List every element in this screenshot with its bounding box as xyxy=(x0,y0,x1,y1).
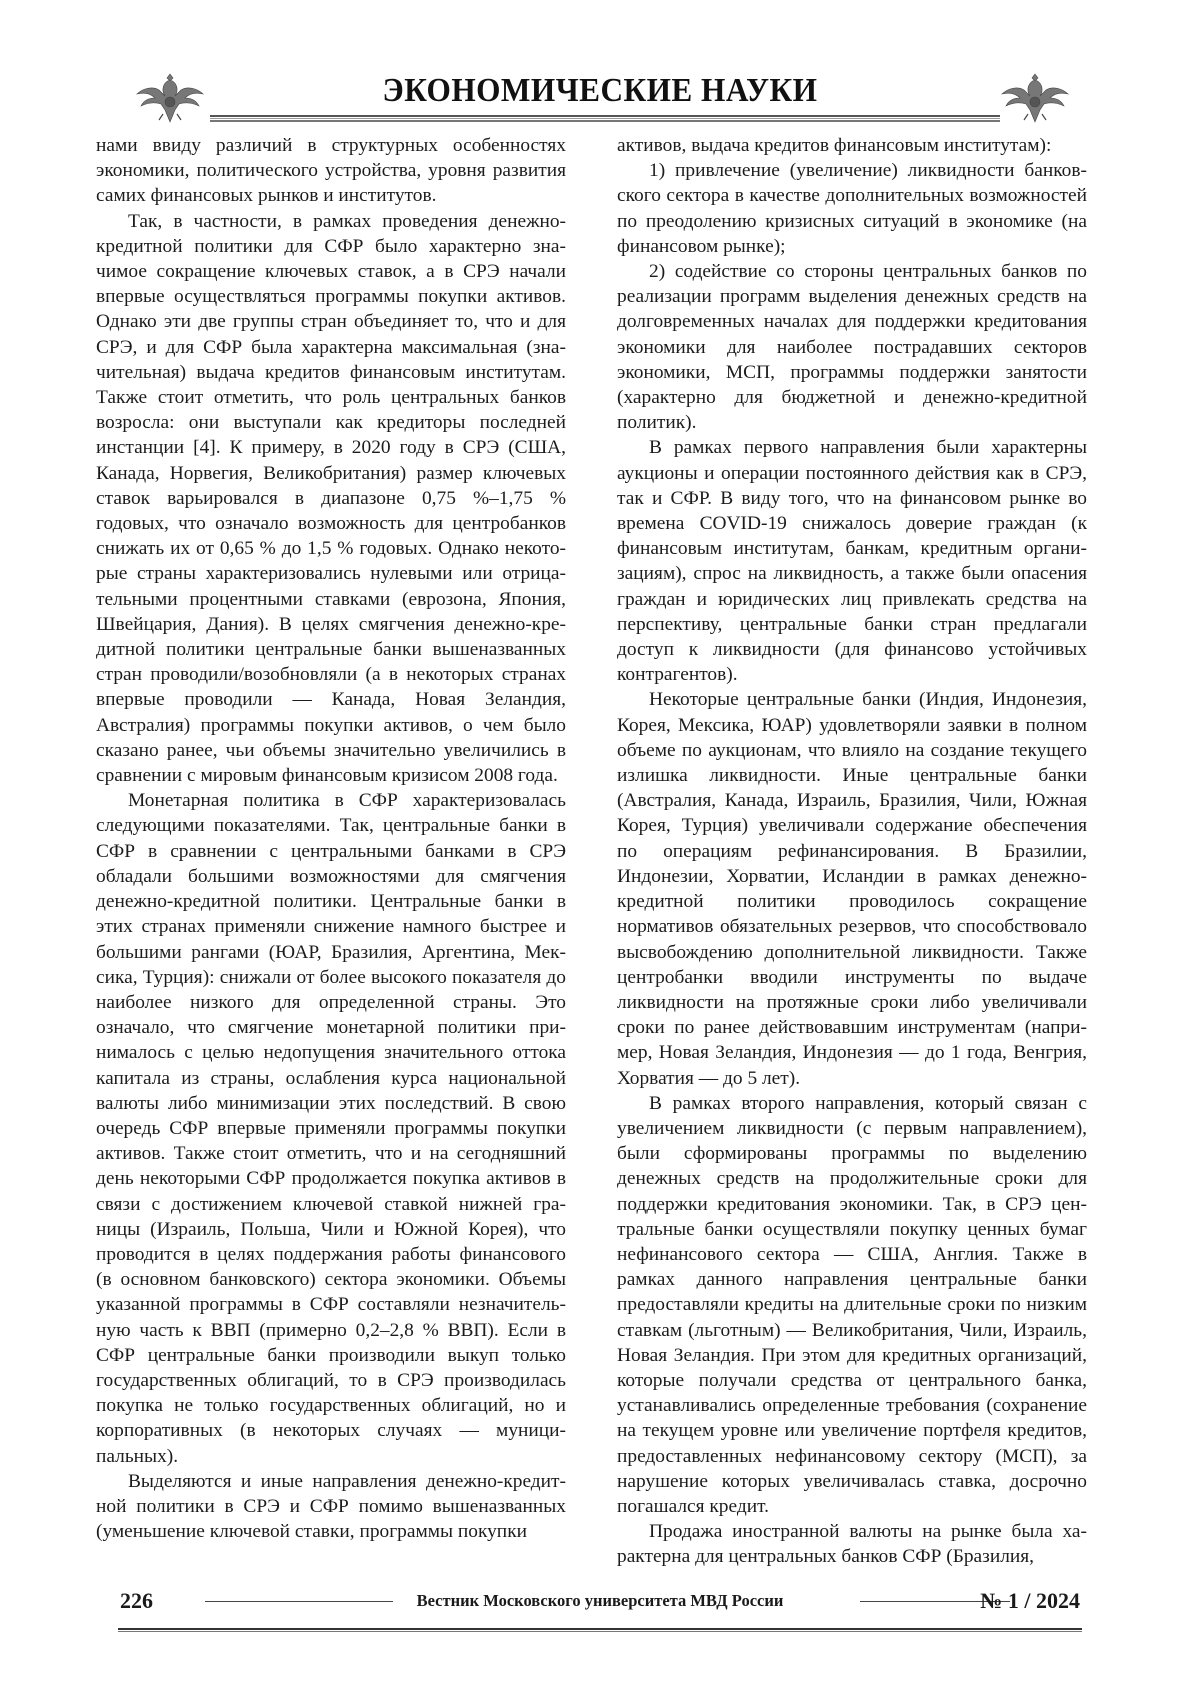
paragraph: В рамках второго направления, который связан с увеличением ликвидности (с первым направлением), были сформированы программы по выделению денежных средств на продолжительные сроки для поддержки кредитования экономики. Так, в СРЭ центральные банки осуществляли покупку ценных бумаг нефинансового сектора — США, Англия. Также в рамках данного направления центральные банки предоставляли кредиты на длительные сроки по низким ставкам (льготным) — Великобритания, Чили, Израиль, Новая Зеландия. При этом для кредитных организаций, которые получали средства от центрального банка, устанавливались определенные требования (сохранение на текущем уровне или увеличение портфеля кредитов, предоставленных нефинансовому сектору (МСП), за нарушение которых увеличивалась ставка, досрочно погашался кредит. xyxy=(617,1092,1087,1517)
paragraph: Продажа иностранной валюты на рынке была характерна для центральных банков СФР (Бразилия, xyxy=(617,1521,1087,1568)
paragraph: активов, выдача кредитов финансовым институтам): xyxy=(617,135,1052,156)
paragraph: Монетарная политика в СФР характеризовалась следующими показателями. Так, центральные банки в СФР в сравнении с центральными банками в СРЭ обладали большими возможностями для смягчения денежно-кредитной политики. Центральные банки в этих странах применяли снижение намного быстрее и большими рангами (ЮАР, Бразилия, Аргентина, Мексика, Турция): снижали от более высокого показателя до наиболее низкого для определенной страны. Это означало, что смягчение монетарной политики принималось с целью недопущения значительного оттока капитала из страны, ослабления курса национальной валюты либо минимизации этих последствий. В свою очередь СФР впервые применяли программы покупки активов. Также стоит отметить, что и на сегодняшний день некоторыми СФР продолжается покупка активов в связи с достижением ключевой ставкой нижней границы (Израиль, Польша, Чили и Южной Корея), что проводится в целях поддержания работы финансового (в основном банковского) сектора экономики. Объемы указанной программы в СФР составляли незначительную часть к ВВП (примерно 0,2–2,8 % ВВП). Если в СФР центральные банки производили выкуп только государственных облигаций, то в СРЭ производилась покупка не только государственных облигаций, но и корпоративных (в некоторых случаях — муниципальных). xyxy=(96,790,566,1467)
paragraph: В рамках первого направления были характерны аукционы и операции постоянного действия как в СРЭ, так и СФР. В виду того, что на финансовом рынке во времена COVID-19 снижалось доверие граждан (к финансовым институтам, банкам, кредитным организациям), спрос на ликвидность, а также были опасения граждан и юридических лиц привлекать средства на перспективу, центральные банки стран предлагали доступ к ликвидности (для финансово устойчивых контрагентов). xyxy=(617,437,1087,686)
mvd-emblem-icon xyxy=(1000,70,1070,126)
section-title: ЭКОНОМИЧЕСКИЕ НАУКИ xyxy=(382,72,818,109)
footer-rule xyxy=(118,1628,1082,1632)
left-column xyxy=(96,133,566,1544)
issue-number: № 1 / 2024 xyxy=(980,1588,1080,1613)
list-item: 1) привлечение (увеличение) ликвидности банковского сектора в качестве дополнительных возможностей по преодолению кризисных ситуаций в экономике (на финансовом рынке); xyxy=(617,160,1087,257)
paragraph: Некоторые центральные банки (Индия, Индонезия, Корея, Мексика, ЮАР) удовлетворяли заявки в полном объеме по аукционам, что влияло на создание текущего излишка ликвидности. Иные центральные банки (Австралия, Канада, Израиль, Бразилия, Чили, Южная Корея, Турция) увеличивали содержание обеспечения по операциям рефинансирования. В Бразилии, Индонезии, Хорватии, Исландии в рамках денежно-кредитной политики проводилось сокращение нормативов обязательных резервов, что способствовало высвобождению дополнительной ликвидности. Также центробанки вводили инструменты по выдаче ликвидности на протяжные сроки либо увеличивали сроки по ранее действовавшим инструментам (например, Новая Зеландия, Индонезия — до 1 года, Венгрия, Хорватия — до 5 лет). xyxy=(617,689,1087,1089)
paragraph: нами ввиду различий в структурных особенностях экономики, политического устройства, уровня развития самих финансовых рынков и институтов. xyxy=(96,135,566,207)
journal-name: Вестник Московского университета МВД России xyxy=(416,1591,784,1610)
right-column xyxy=(617,133,1087,1570)
paragraph: Так, в частности, в рамках проведения денежно-кредитной политики для СФР было характерно значимое сокращение ключевых ставок, а в СРЭ начали впервые осуществляться программы покупки активов. Однако эти две группы стран объединяет то, что и для СРЭ, и для СФР была характерна максимальная (значительная) выдача кредитов финансовым институтам. Также стоит отметить, что роль центральных банков возросла: они выступали как кредиторы последней инстанции [4]. К примеру, в 2020 году в СРЭ (США, Канада, Норвегия, Великобритания) размер ключевых ставок варьировался в диапазоне 0,75 %–1,75 % годовых, что означало возможность для центробанков снижать их от 0,65 % до 1,5 % годовых. Однако некоторые страны характеризовались нулевыми или отрицательными процентными ставками (еврозона, Япония, Швейцария, Дания). В целях смягчения денежно-кредитной политики центральные банки вышеназванных стран проводили/возобновляли (а в некоторых странах впервые проводили — Канада, Новая Зеландия, Австралия) программы покупки активов, о чем было сказано ранее, чьи объемы значительно увеличились в сравнении с мировым финансовым кризисом 2008 года. xyxy=(96,210,566,787)
paragraph: Выделяются и иные направления денежно-кредитной политики в СРЭ и СФР помимо вышеназванных (уменьшение ключевой ставки, программы покупки xyxy=(96,1470,566,1543)
page-header xyxy=(0,0,1200,125)
header-divider xyxy=(210,115,1000,122)
list-item: 2) содействие со стороны центральных банков по реализации программ выделения денежных средств на долговременных началах для поддержки кредитования экономики для наиболее пострадавших секторов экономики, МСП, программы поддержки занятости (характерно для бюджетной и денежно-кредитной политик). xyxy=(617,261,1087,434)
page-number: 226 xyxy=(120,1588,153,1613)
page-footer xyxy=(120,1588,1080,1628)
